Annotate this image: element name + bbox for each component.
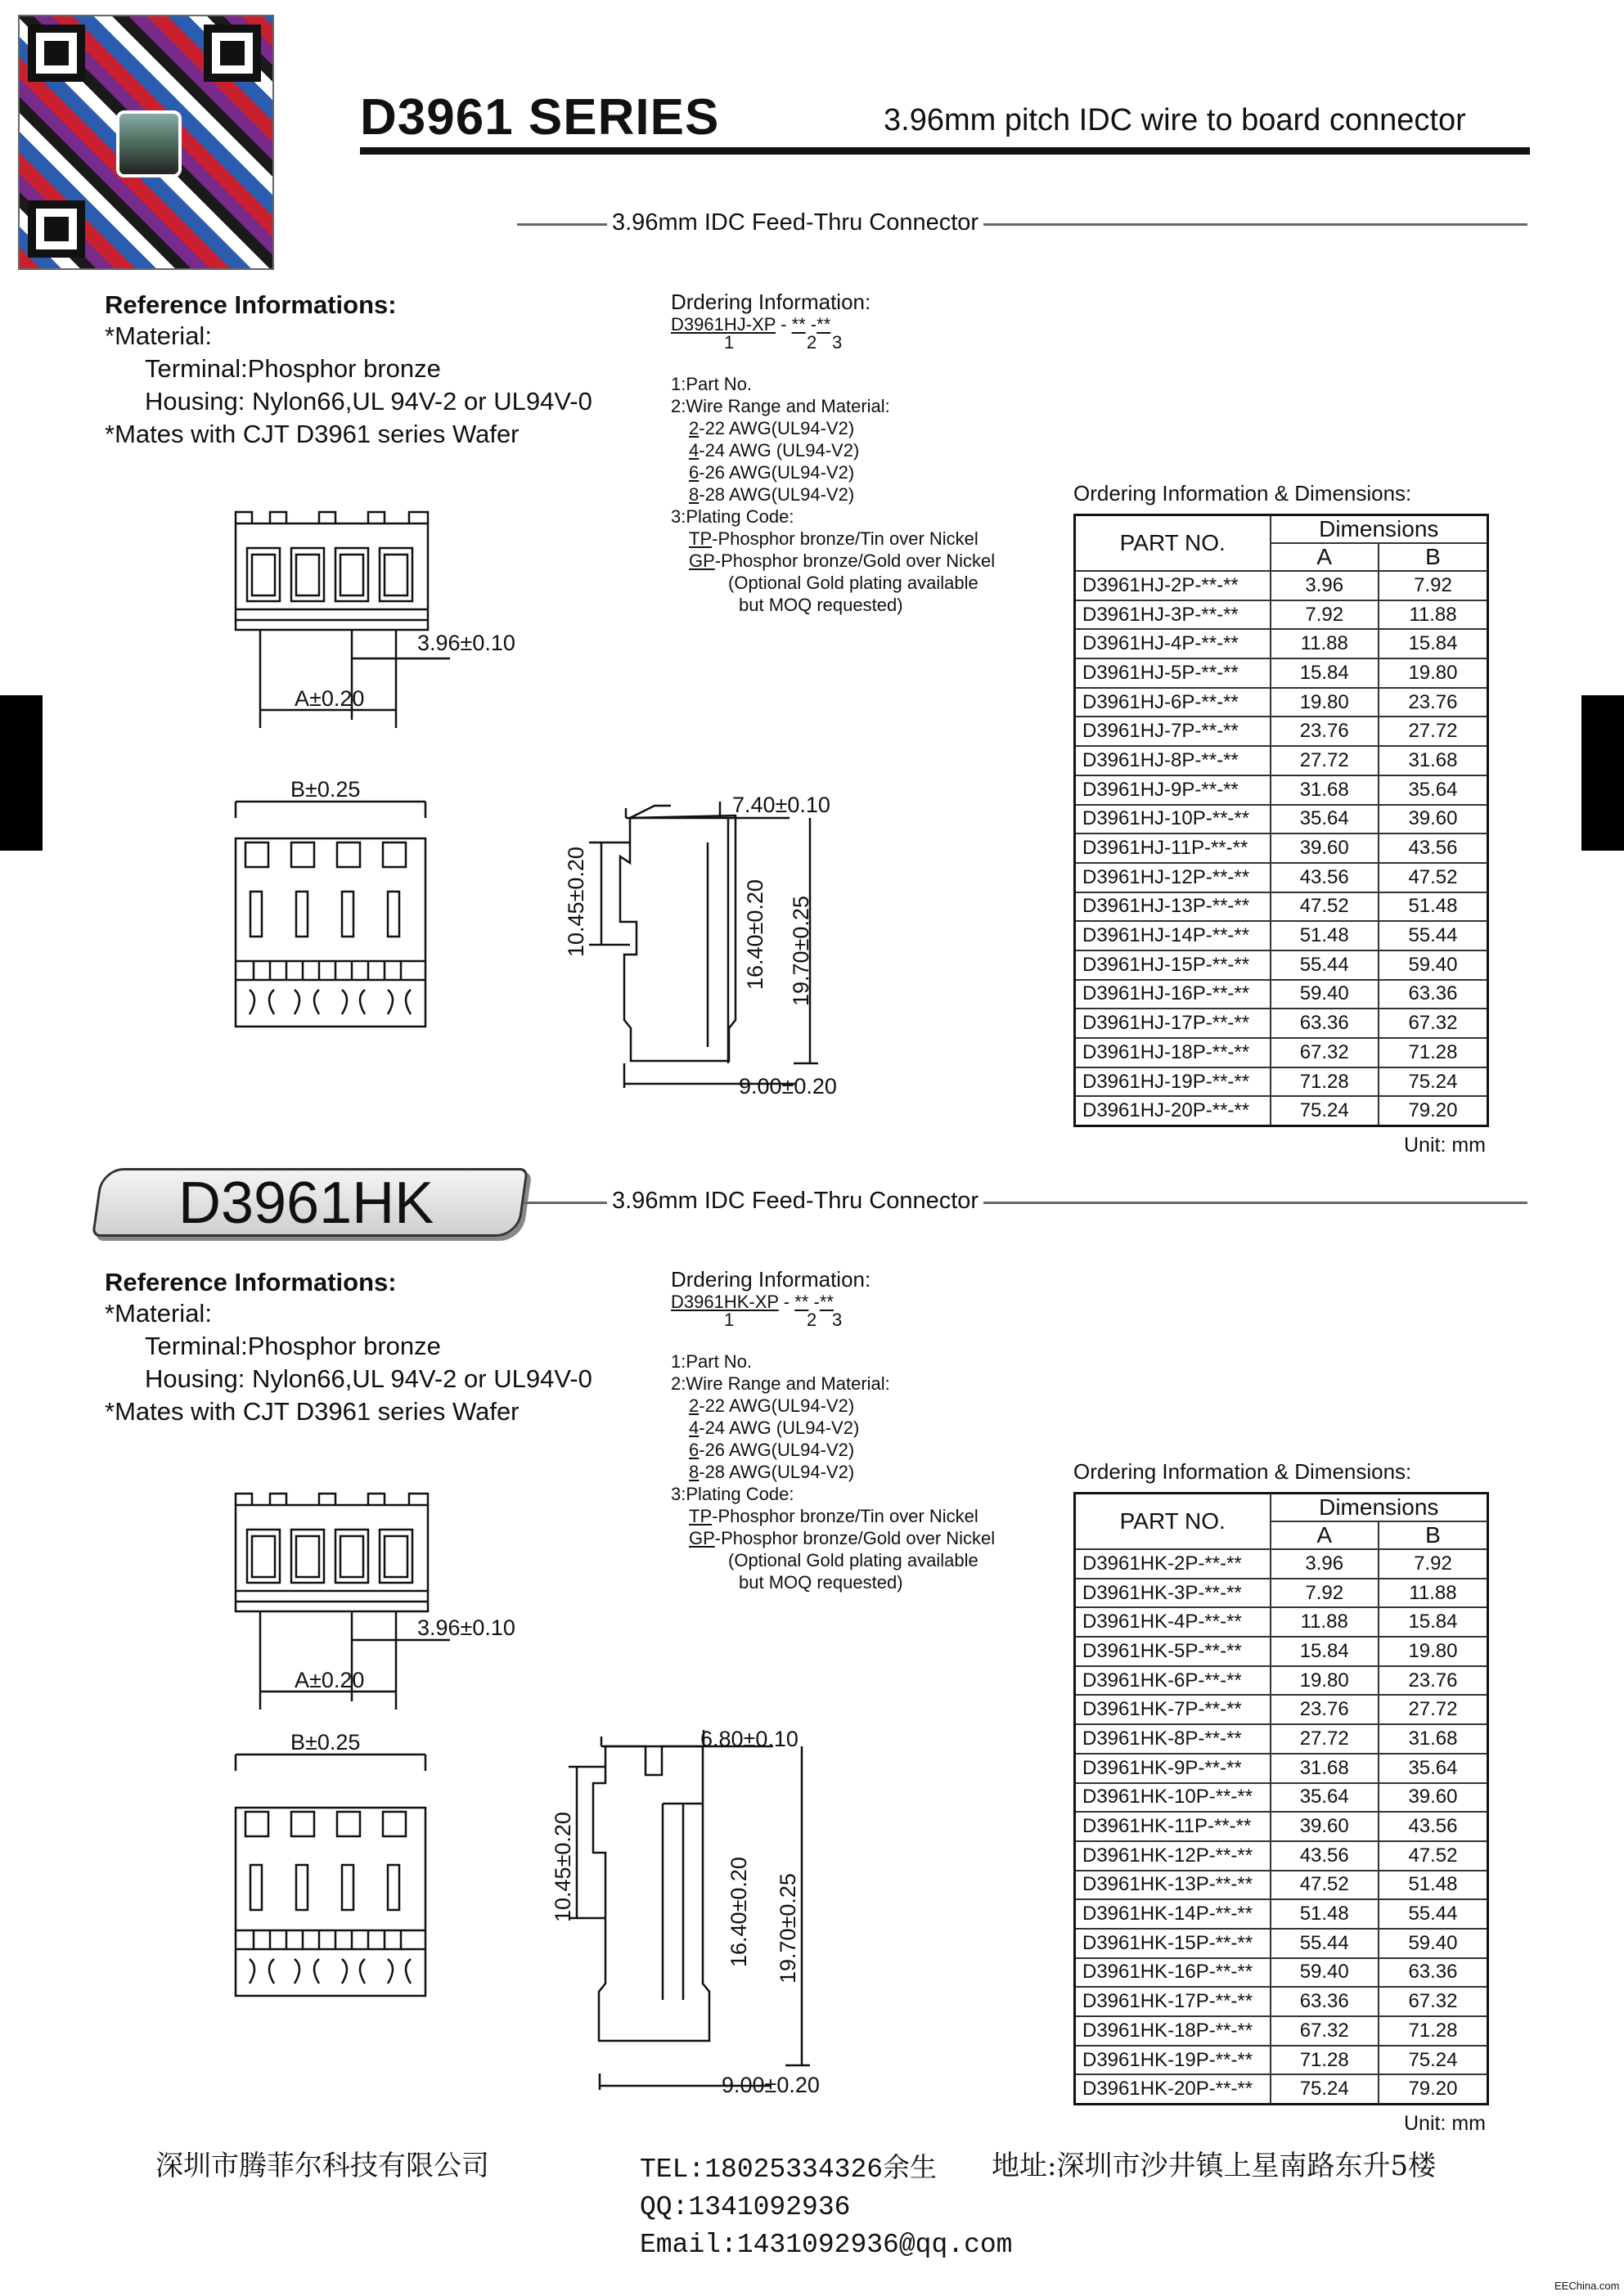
section-title: 3.96mm IDC Feed-Thru Connector	[607, 1188, 983, 1215]
table-row	[1075, 1607, 1488, 1637]
part-number-cell: D3961HJ-11P-**-**	[1075, 833, 1271, 863]
code-index: 2	[807, 1310, 817, 1330]
code-index-row	[671, 332, 1055, 353]
dimension-b-cell: 71.28	[1379, 1038, 1488, 1067]
table-row	[1075, 1579, 1488, 1608]
company-address: 地址:深圳市沙井镇上星南路东升5楼	[992, 2150, 1437, 2182]
part-number-cell: D3961HJ-6P-**-**	[1075, 688, 1271, 717]
part-number-cell: D3961HK-14P-**-**	[1075, 1899, 1271, 1929]
housing-material: Housing: Nylon66,UL 94V-2 or UL94V-0	[145, 1364, 592, 1393]
code-prefix: D3961HK-XP	[671, 1292, 779, 1312]
dimension-a-cell: 39.60	[1271, 1812, 1379, 1841]
dimensions-table	[1073, 514, 1489, 1127]
width-dimension-label: 7.40±0.10	[732, 793, 830, 817]
code-index: 2	[807, 332, 817, 353]
connector-top-view-drawing	[221, 491, 548, 728]
plating-item	[671, 550, 1055, 572]
part-number-cell: D3961HK-8P-**-**	[1075, 1724, 1271, 1754]
dimension-a-cell: 19.80	[1271, 688, 1379, 717]
dimension-b-cell: 35.64	[1379, 1754, 1488, 1783]
wire-desc: -28 AWG(UL94-V2)	[699, 484, 855, 505]
column-header-part: PART NO.	[1075, 1494, 1271, 1550]
unit-note: Unit: mm	[1404, 1134, 1486, 1157]
dimension-a-cell: 43.56	[1271, 863, 1379, 892]
dimension-b-cell: 11.88	[1379, 1579, 1488, 1608]
dimension-b-cell: 19.80	[1379, 658, 1488, 688]
dimension-a-cell: 55.44	[1271, 1929, 1379, 1958]
wire-code: 6	[689, 462, 700, 483]
table-row	[1075, 746, 1488, 775]
plating-code: GP	[689, 550, 715, 571]
plating-desc: -Phosphor bronze/Gold over Nickel	[714, 1528, 996, 1548]
part-number-cell: D3961HK-17P-**-**	[1075, 1987, 1271, 2016]
code-index: 1	[724, 332, 735, 353]
column-header-dimensions: Dimensions	[1271, 1494, 1488, 1522]
wire-item	[671, 439, 1055, 461]
code-index: 3	[832, 332, 843, 353]
dimension-a-cell: 31.68	[1271, 1754, 1379, 1783]
part-number-cell: D3961HK-20P-**-**	[1075, 2074, 1271, 2104]
column-header-dimensions: Dimensions	[1271, 515, 1488, 544]
wire-desc: -24 AWG (UL94-V2)	[699, 440, 860, 461]
code-part3: **	[819, 1292, 834, 1312]
dimension-a-cell: 27.72	[1271, 746, 1379, 775]
dimension-a-cell: 75.24	[1271, 2074, 1379, 2104]
dimension-a-cell: 27.72	[1271, 1724, 1379, 1754]
part-number-cell: D3961HK-2P-**-**	[1075, 1549, 1271, 1579]
wire-range-title: 2:Wire Range and Material:	[671, 1373, 890, 1394]
table-row	[1075, 1754, 1488, 1783]
table-row	[1075, 717, 1488, 746]
table-row	[1075, 1958, 1488, 1988]
table-row	[1075, 1549, 1488, 1579]
dimension-b-cell: 43.56	[1379, 1812, 1488, 1841]
table-row	[1075, 600, 1488, 630]
part-number-cell: D3961HJ-18P-**-**	[1075, 1038, 1271, 1067]
dimension-a-cell: 55.44	[1271, 950, 1379, 980]
dimensions-table	[1073, 1492, 1489, 2105]
pitch-dimension-label: 3.96±0.10	[417, 631, 515, 655]
dimension-b-cell: 23.76	[1379, 688, 1488, 717]
dimension-b-cell: 71.28	[1379, 2016, 1488, 2046]
dimension-b-cell: 51.48	[1379, 1871, 1488, 1900]
table-row	[1075, 1067, 1488, 1097]
code-index: 3	[832, 1310, 843, 1330]
height-3-label: 19.70±0.25	[776, 1873, 800, 1984]
dimension-a-cell: 47.52	[1271, 1871, 1379, 1900]
material-label: *Material:	[105, 1299, 212, 1328]
wire-item	[671, 483, 1055, 505]
terminal-material: Terminal:Phosphor bronze	[145, 1332, 441, 1360]
table-row	[1075, 571, 1488, 600]
terminal-material: Terminal:Phosphor bronze	[145, 354, 441, 383]
part-number-cell: D3961HJ-19P-**-**	[1075, 1067, 1271, 1097]
avatar	[116, 110, 182, 177]
material-label: *Material:	[105, 321, 212, 350]
dimension-b-cell: 47.52	[1379, 1841, 1488, 1871]
code-part2: **	[791, 314, 806, 335]
plating-note: but MOQ requested)	[739, 595, 903, 615]
part-number-cell: D3961HJ-16P-**-**	[1075, 980, 1271, 1009]
column-header-part: PART NO.	[1075, 515, 1271, 572]
side-tab-right	[1581, 695, 1624, 851]
dimension-a-cell: 75.24	[1271, 1096, 1379, 1126]
qr-code-image	[18, 15, 274, 270]
dimension-b-cell: 75.24	[1379, 2046, 1488, 2075]
dimension-b-cell: 39.60	[1379, 805, 1488, 834]
plating-code: TP	[689, 528, 713, 549]
table-row	[1075, 1783, 1488, 1813]
column-header-a: A	[1271, 543, 1379, 571]
company-name: 深圳市腾菲尔科技有限公司	[155, 2150, 489, 2182]
table-row	[1075, 2074, 1488, 2104]
table-caption: Ordering Information & Dimensions:	[1073, 1459, 1412, 1484]
dimension-a-cell: 47.52	[1271, 892, 1379, 922]
table-body	[1075, 571, 1488, 1126]
part-number-cell: D3961HJ-20P-**-**	[1075, 1096, 1271, 1126]
dimension-b-cell: 7.92	[1379, 1549, 1488, 1579]
plating-desc: -Phosphor bronze/Tin over Nickel	[712, 528, 978, 549]
table-row	[1075, 1009, 1488, 1038]
table-row	[1075, 1637, 1488, 1666]
ordering-info	[671, 290, 1055, 616]
part-number-cell: D3961HK-3P-**-**	[1075, 1579, 1271, 1608]
table-row	[1075, 921, 1488, 950]
dimension-a-cell: 23.76	[1271, 1695, 1379, 1724]
base-dimension-label: 9.00±0.20	[722, 2073, 820, 2097]
dimension-a-cell: 67.32	[1271, 1038, 1379, 1067]
contact-qq: QQ:1341092936	[640, 2192, 851, 2222]
wire-range-title: 2:Wire Range and Material:	[671, 396, 890, 416]
part-number-cell: D3961HJ-14P-**-**	[1075, 921, 1271, 950]
section-title: 3.96mm IDC Feed-Thru Connector	[607, 209, 983, 236]
table-row	[1075, 1987, 1488, 2016]
wire-item	[671, 1461, 1055, 1483]
part-number-cell: D3961HJ-3P-**-**	[1075, 600, 1271, 630]
part-number-cell: D3961HJ-4P-**-**	[1075, 629, 1271, 658]
wire-desc: -24 AWG (UL94-V2)	[699, 1418, 860, 1438]
plating-code: GP	[689, 1528, 715, 1548]
a-dimension-label: A±0.20	[295, 1668, 365, 1692]
table-row	[1075, 1096, 1488, 1126]
height-3-label: 19.70±0.25	[789, 896, 813, 1006]
dimension-b-cell: 79.20	[1379, 2074, 1488, 2104]
dimension-b-cell: 27.72	[1379, 1695, 1488, 1724]
dimension-b-cell: 11.88	[1379, 600, 1488, 630]
b-dimension-label: B±0.25	[290, 777, 361, 802]
part-number-cell: D3961HK-11P-**-**	[1075, 1812, 1271, 1841]
table-row	[1075, 1695, 1488, 1724]
dimension-b-cell: 55.44	[1379, 1899, 1488, 1929]
table-row	[1075, 950, 1488, 980]
table-caption: Ordering Information & Dimensions:	[1073, 481, 1412, 505]
table-row	[1075, 1871, 1488, 1900]
table-row	[1075, 2046, 1488, 2075]
dimension-a-cell: 59.40	[1271, 1958, 1379, 1988]
dimension-b-cell: 51.48	[1379, 892, 1488, 922]
plating-desc: -Phosphor bronze/Gold over Nickel	[714, 550, 996, 571]
dimension-a-cell: 7.92	[1271, 600, 1379, 630]
code-part3: **	[816, 314, 831, 335]
part-number-cell: D3961HK-13P-**-**	[1075, 1871, 1271, 1900]
wire-item	[671, 1395, 1055, 1417]
wire-code: 4	[689, 1418, 700, 1438]
dimension-a-cell: 51.48	[1271, 921, 1379, 950]
dimension-b-cell: 23.76	[1379, 1666, 1488, 1696]
ordering-info	[671, 1268, 1055, 1593]
connector-top-view-drawing	[221, 1472, 548, 1710]
pitch-dimension-label: 3.96±0.10	[417, 1615, 515, 1640]
part-number-cell: D3961HJ-17P-**-**	[1075, 1009, 1271, 1038]
wire-desc: -28 AWG(UL94-V2)	[699, 1462, 855, 1482]
contact-email: Email:1431092936@qq.com	[640, 2230, 1013, 2260]
dimension-b-cell: 67.32	[1379, 1009, 1488, 1038]
connector-front-view-drawing	[221, 1730, 434, 2041]
plating-desc: -Phosphor bronze/Tin over Nickel	[712, 1506, 978, 1526]
dimension-a-cell: 3.96	[1271, 1549, 1379, 1579]
wire-code: 2	[689, 1395, 700, 1416]
dimension-a-cell: 35.64	[1271, 1783, 1379, 1813]
table-row	[1075, 688, 1488, 717]
wire-code: 8	[689, 484, 700, 505]
connector-front-view-drawing	[221, 777, 434, 1072]
table-row	[1075, 1841, 1488, 1871]
table-body	[1075, 1549, 1488, 2104]
dimension-a-cell: 7.92	[1271, 1579, 1379, 1608]
code-index: 1	[724, 1310, 735, 1330]
dimension-a-cell: 3.96	[1271, 571, 1379, 600]
a-dimension-label: A±0.20	[295, 686, 365, 711]
reference-block	[105, 290, 592, 451]
dimension-a-cell: 11.88	[1271, 1607, 1379, 1637]
part-number-cell: D3961HK-15P-**-**	[1075, 1929, 1271, 1958]
side-tab-left	[0, 695, 43, 851]
qr-finder-icon	[204, 25, 261, 82]
column-header-b: B	[1379, 543, 1488, 571]
table-row	[1075, 1812, 1488, 1841]
code-prefix: D3961HJ-XP	[671, 314, 776, 335]
dimension-a-cell: 15.84	[1271, 658, 1379, 688]
model-badge-label: D3961HK	[178, 1170, 434, 1236]
plating-note: (Optional Gold plating available	[728, 573, 978, 593]
code-part2: **	[794, 1292, 809, 1312]
height-1-label: 10.45±0.20	[564, 847, 588, 957]
table-row	[1075, 1038, 1488, 1067]
dimension-b-cell: 7.92	[1379, 571, 1488, 600]
part-no-note: 1:Part No.	[671, 374, 753, 394]
dimension-a-cell: 51.48	[1271, 1899, 1379, 1929]
table-row	[1075, 775, 1488, 805]
table-row	[1075, 1929, 1488, 1958]
ordering-title: Drdering Information:	[671, 290, 871, 314]
part-number-cell: D3961HK-7P-**-**	[1075, 1695, 1271, 1724]
dimension-b-cell: 67.32	[1379, 1987, 1488, 2016]
dimension-a-cell: 31.68	[1271, 775, 1379, 805]
dimension-b-cell: 19.80	[1379, 1637, 1488, 1666]
part-number-cell: D3961HJ-2P-**-**	[1075, 571, 1271, 600]
height-1-label: 10.45±0.20	[551, 1812, 575, 1922]
part-number-cell: D3961HK-10P-**-**	[1075, 1783, 1271, 1813]
plating-item	[671, 1505, 1055, 1527]
qr-finder-icon	[28, 25, 85, 82]
wire-desc: -26 AWG(UL94-V2)	[699, 1440, 855, 1460]
table-row	[1075, 2016, 1488, 2046]
table-row	[1075, 833, 1488, 863]
dimension-b-cell: 15.84	[1379, 629, 1488, 658]
code-separator: -	[808, 1292, 820, 1312]
part-number-cell: D3961HJ-8P-**-**	[1075, 746, 1271, 775]
table-row	[1075, 980, 1488, 1009]
title-divider	[360, 147, 1530, 155]
mates-note: *Mates with CJT D3961 series Wafer	[105, 420, 520, 448]
part-number-cell: D3961HJ-15P-**-**	[1075, 950, 1271, 980]
plating-note: (Optional Gold plating available	[728, 1550, 978, 1570]
dimension-b-cell: 47.52	[1379, 863, 1488, 892]
wire-desc: -22 AWG(UL94-V2)	[699, 418, 855, 438]
connector-side-view-drawing	[540, 1722, 834, 2114]
page-title: D3961 SERIES	[360, 89, 720, 146]
dimension-a-cell: 67.32	[1271, 2016, 1379, 2046]
dimension-b-cell: 59.40	[1379, 1929, 1488, 1958]
unit-note: Unit: mm	[1404, 2112, 1486, 2135]
part-number-cell: D3961HJ-10P-**-**	[1075, 805, 1271, 834]
dimension-a-cell: 15.84	[1271, 1637, 1379, 1666]
connector-side-view-drawing	[556, 785, 851, 1112]
wire-item	[671, 1439, 1055, 1461]
part-number-cell: D3961HK-16P-**-**	[1075, 1958, 1271, 1988]
wire-item	[671, 1417, 1055, 1439]
part-number-cell: D3961HK-4P-**-**	[1075, 1607, 1271, 1637]
part-number-cell: D3961HK-6P-**-**	[1075, 1666, 1271, 1696]
dimension-b-cell: 63.36	[1379, 1958, 1488, 1988]
code-index-row	[671, 1310, 1055, 1331]
plating-item	[671, 528, 1055, 550]
table-row	[1075, 1666, 1488, 1696]
dimension-b-cell: 55.44	[1379, 921, 1488, 950]
dimension-b-cell: 43.56	[1379, 833, 1488, 863]
wire-desc: -22 AWG(UL94-V2)	[699, 1395, 855, 1416]
plating-note: but MOQ requested)	[739, 1572, 903, 1593]
dimension-b-cell: 31.68	[1379, 1724, 1488, 1754]
housing-material: Housing: Nylon66,UL 94V-2 or UL94V-0	[145, 387, 592, 416]
reference-title: Reference Informations:	[105, 1268, 397, 1296]
wire-code: 2	[689, 418, 700, 438]
wire-code: 6	[689, 1440, 700, 1460]
table-row	[1075, 1724, 1488, 1754]
dimension-b-cell: 59.40	[1379, 950, 1488, 980]
part-number-cell: D3961HJ-5P-**-**	[1075, 658, 1271, 688]
code-separator: -	[778, 1292, 795, 1312]
dimension-b-cell: 63.36	[1379, 980, 1488, 1009]
part-number-cell: D3961HJ-12P-**-**	[1075, 863, 1271, 892]
reference-block	[105, 1268, 592, 1428]
dimension-a-cell: 63.36	[1271, 1009, 1379, 1038]
width-dimension-label: 6.80±0.10	[700, 1727, 799, 1751]
code-separator: -	[805, 314, 817, 335]
mates-note: *Mates with CJT D3961 series Wafer	[105, 1397, 520, 1426]
b-dimension-label: B±0.25	[290, 1730, 361, 1755]
table-row	[1075, 658, 1488, 688]
dimension-b-cell: 39.60	[1379, 1783, 1488, 1813]
column-header-a: A	[1271, 1521, 1379, 1549]
part-number-cell: D3961HK-12P-**-**	[1075, 1841, 1271, 1871]
part-number-cell: D3961HJ-9P-**-**	[1075, 775, 1271, 805]
part-number-cell: D3961HK-18P-**-**	[1075, 2016, 1271, 2046]
column-header-b: B	[1379, 1521, 1488, 1549]
wire-code: 4	[689, 440, 700, 461]
wire-item	[671, 417, 1055, 439]
part-number-cell: D3961HK-9P-**-**	[1075, 1754, 1271, 1783]
wire-item	[671, 461, 1055, 483]
plating-title: 3:Plating Code:	[671, 506, 794, 527]
dimension-a-cell: 63.36	[1271, 1987, 1379, 2016]
dimension-b-cell: 27.72	[1379, 717, 1488, 746]
dimension-a-cell: 11.88	[1271, 629, 1379, 658]
dimension-b-cell: 79.20	[1379, 1096, 1488, 1126]
qr-finder-icon	[28, 200, 85, 258]
reference-title: Reference Informations:	[105, 290, 397, 319]
table-row	[1075, 1899, 1488, 1929]
dimension-a-cell: 35.64	[1271, 805, 1379, 834]
part-number-cell: D3961HK-19P-**-**	[1075, 2046, 1271, 2075]
table-row	[1075, 863, 1488, 892]
watermark: EEChina.com	[1554, 2280, 1620, 2292]
base-dimension-label: 9.00±0.20	[739, 1074, 837, 1099]
plating-code: TP	[689, 1506, 713, 1526]
plating-title: 3:Plating Code:	[671, 1484, 794, 1504]
part-number-cell: D3961HK-5P-**-**	[1075, 1637, 1271, 1666]
table-row	[1075, 629, 1488, 658]
height-2-label: 16.40±0.20	[727, 1857, 751, 1967]
dimension-a-cell: 59.40	[1271, 980, 1379, 1009]
table-row	[1075, 805, 1488, 834]
plating-item	[671, 1527, 1055, 1549]
wire-desc: -26 AWG(UL94-V2)	[699, 462, 855, 483]
part-number-cell: D3961HJ-13P-**-**	[1075, 892, 1271, 922]
table-row	[1075, 892, 1488, 922]
dimension-a-cell: 71.28	[1271, 2046, 1379, 2075]
dimension-a-cell: 19.80	[1271, 1666, 1379, 1696]
dimension-b-cell: 15.84	[1379, 1607, 1488, 1637]
contact-tel: TEL:18025334326余生	[640, 2154, 938, 2185]
part-number-cell: D3961HJ-7P-**-**	[1075, 717, 1271, 746]
contact-block	[640, 2151, 1012, 2264]
dimension-a-cell: 43.56	[1271, 1841, 1379, 1871]
ordering-title: Drdering Information:	[671, 1267, 871, 1292]
dimension-b-cell: 75.24	[1379, 1067, 1488, 1097]
code-separator: -	[776, 314, 792, 335]
dimension-a-cell: 39.60	[1271, 833, 1379, 863]
dimension-a-cell: 71.28	[1271, 1067, 1379, 1097]
dimension-a-cell: 23.76	[1271, 717, 1379, 746]
wire-code: 8	[689, 1462, 700, 1482]
height-2-label: 16.40±0.20	[743, 879, 767, 990]
dimension-b-cell: 31.68	[1379, 746, 1488, 775]
dimension-b-cell: 35.64	[1379, 775, 1488, 805]
part-no-note: 1:Part No.	[671, 1351, 753, 1372]
page-subtitle: 3.96mm pitch IDC wire to board connector	[884, 103, 1466, 137]
